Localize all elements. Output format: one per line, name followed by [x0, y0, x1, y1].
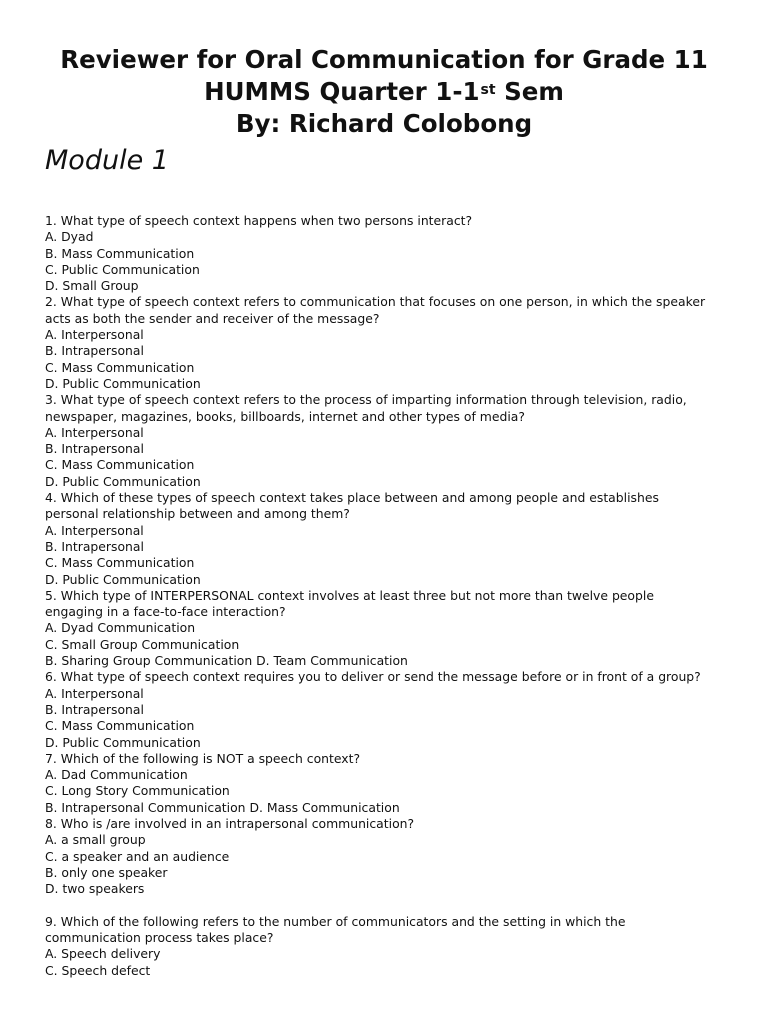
answer-option: C. Mass Communication	[45, 359, 195, 375]
answer-option: personal relationship between and among them?	[45, 506, 350, 522]
answer-option: B. Intrapersonal	[45, 343, 144, 359]
title-line-2-suffix: Sem	[495, 77, 564, 106]
question-text: 7. Which of the following is NOT a speech context?	[45, 750, 361, 766]
answer-option: D. Public Communication	[45, 473, 201, 489]
answer-option: C. Mass Communication	[45, 555, 195, 571]
question-text: 4. Which of these types of speech context takes place between and among people and establishes	[45, 490, 659, 506]
answer-option: A. Dad Communication	[45, 767, 188, 783]
answer-option: B. Intrapersonal	[45, 701, 144, 717]
answer-option: A. Dyad Communication	[45, 620, 196, 636]
answer-option: C. a speaker and an audience	[45, 848, 230, 864]
answer-option: B. Sharing Group Communication D. Team Communication	[45, 653, 408, 669]
question-text: 9. Which of the following refers to the number of communicators and the setting in which the	[45, 913, 626, 929]
answer-option: D. Public Communication	[45, 571, 201, 587]
question-text: 2. What type of speech context refers to communication that focuses on one person, in which the speaker	[45, 294, 706, 310]
title-line-2	[0, 76, 768, 108]
question-text: 8. Who is /are involved in an intrapersonal communication?	[45, 815, 415, 831]
answer-option: C. Public Communication	[45, 261, 200, 277]
question-text: 1. What type of speech context happens when two persons interact?	[45, 213, 473, 228]
answer-option: A. Speech delivery	[45, 946, 161, 962]
answer-option: A. Interpersonal	[45, 522, 144, 538]
answer-option: D. Public Communication	[45, 375, 201, 391]
answer-option: D. Small Group	[45, 278, 139, 294]
title-line-3: By: Richard Colobong	[235, 109, 533, 138]
document-title	[0, 44, 768, 140]
title-line-1: Reviewer for Oral Communication for Grade 11	[60, 45, 708, 74]
answer-option: C. Small Group Communication	[45, 636, 240, 652]
answer-option: newspaper, magazines, books, billboards, internet and other types of media?	[45, 408, 525, 424]
answer-option: C. Mass Communication	[45, 718, 195, 734]
answer-option: acts as both the sender and receiver of the message?	[45, 310, 380, 326]
answer-option: A. a small group	[45, 832, 146, 848]
answer-option: communication process takes place?	[45, 930, 274, 946]
answer-option: D. Public Communication	[45, 734, 201, 750]
question-text: 5. Which type of INTERPERSONAL context involves at least three but not more than twelve people	[45, 587, 654, 603]
answer-option: engaging in a face-to-face interaction?	[45, 604, 286, 620]
answer-option: A. Dyad	[45, 229, 94, 245]
answer-option: C. Mass Communication	[45, 457, 195, 473]
answer-option: A. Interpersonal	[45, 327, 144, 343]
answer-option: B. Intrapersonal	[45, 441, 144, 457]
answer-option: B. only one speaker	[45, 864, 168, 880]
title-superscript: st	[480, 82, 496, 98]
blank-line	[45, 897, 735, 913]
answer-option: C. Speech defect	[45, 962, 151, 978]
answer-option: D. two speakers	[45, 881, 145, 897]
module-heading: Module 1	[45, 145, 169, 176]
answer-option: B. Intrapersonal Communication D. Mass Communication	[45, 799, 400, 815]
answer-option: B. Mass Communication	[45, 245, 195, 261]
answer-option: B. Intrapersonal	[45, 538, 144, 554]
answer-option: A. Interpersonal	[45, 424, 144, 440]
question-text: 6. What type of speech context requires you to deliver or send the message before or in front of a group?	[45, 669, 701, 685]
question-text: 3. What type of speech context refers to the process of imparting information through television, radio,	[45, 392, 687, 408]
title-line-2-text: HUMMS Quarter 1-1	[204, 77, 480, 106]
answer-option: A. Interpersonal	[45, 685, 144, 701]
answer-option: C. Long Story Communication	[45, 783, 230, 799]
question-list	[45, 213, 735, 979]
